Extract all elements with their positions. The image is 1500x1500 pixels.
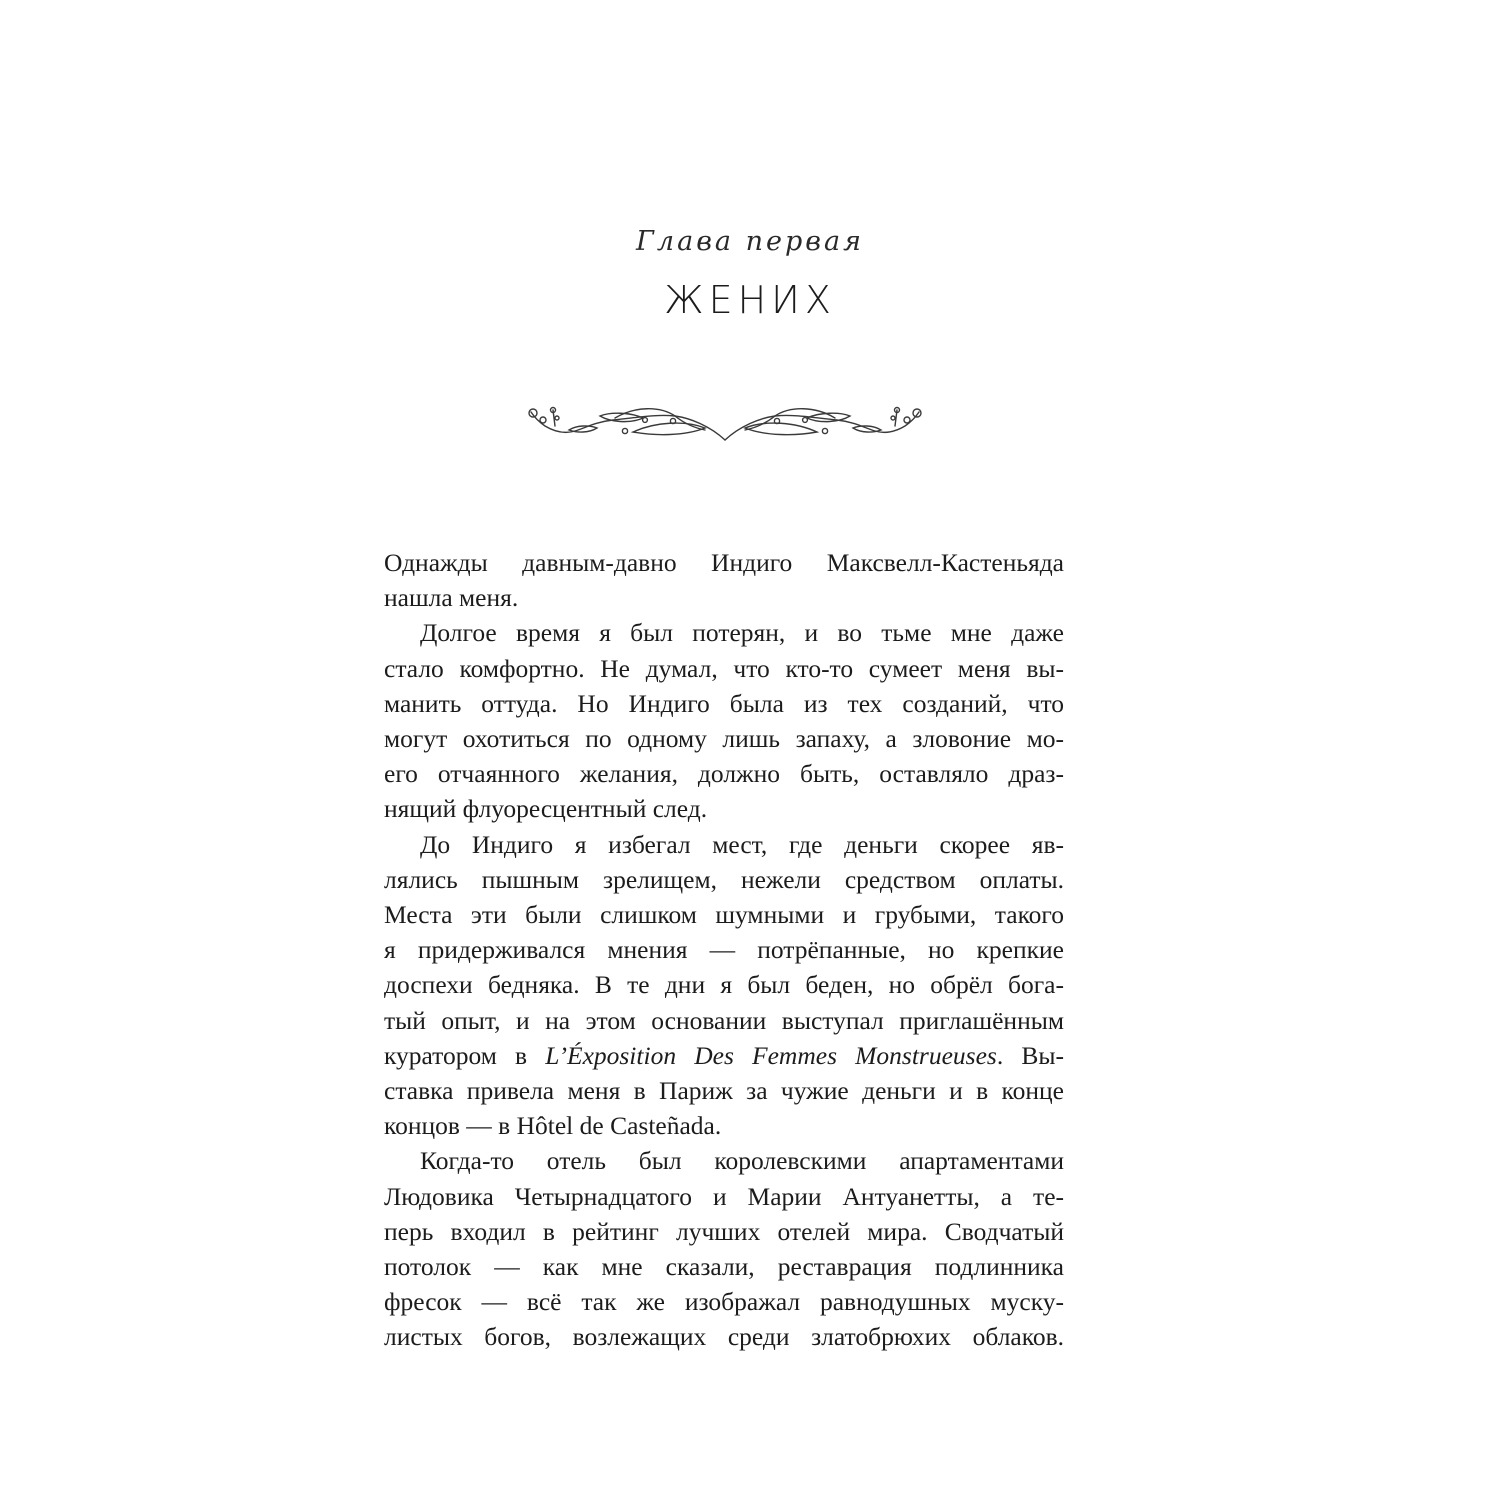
text-line: ставка привела меня в Париж за чужие деньги и в конце: [384, 1076, 1064, 1106]
text-line: Людовика Четырнадцатого и Марии Антуанетты, а те-: [384, 1181, 1064, 1211]
text-line: До Индиго я избегал мест, где деньги скорее яв-: [420, 829, 1064, 859]
paragraph-2: [384, 615, 1064, 826]
text-line: листых богов, возлежащих среди златобрюхих облаков.: [384, 1322, 1064, 1352]
text-line: Места эти были слишком шумными и грубыми, такого: [384, 900, 1064, 930]
text-line: могут охотиться по одному лишь запаху, а зловоние мо-: [384, 724, 1064, 754]
paragraph-4: [384, 1143, 1064, 1354]
floral-divider-icon: [525, 398, 925, 444]
text-line: стало комфортно. Не думал, что кто-то сумеет меня вы-: [384, 653, 1064, 683]
text-line: фресок — всё так же изображал равнодушных муску-: [384, 1287, 1064, 1317]
paragraph-3: [384, 827, 1064, 1144]
text-line: тый опыт, и на этом основании выступал приглашённым: [384, 1005, 1064, 1035]
text-line: концов — в Hôtel de Casteñada.: [384, 1111, 722, 1141]
text-line: Долгое время я был потерян, и во тьме мне даже: [420, 618, 1064, 648]
chapter-title: ЖЕНИХ: [664, 278, 836, 322]
text-line: я придерживался мнения — потрёпанные, но крепкие: [384, 935, 1064, 965]
text-line: перь входил в рейтинг лучших отелей мира. Сводчатый: [384, 1216, 1064, 1246]
text-line: нящий флуоресцентный след.: [384, 794, 708, 824]
paragraph-1: [384, 545, 1064, 615]
text-line: доспехи бедняка. В те дни я был беден, но обрёл бога-: [384, 970, 1064, 1000]
text-line: лялись пышным зрелищем, нежели средством оплаты.: [384, 864, 1064, 894]
chapter-label: Глава первая: [636, 226, 864, 257]
italic-title: L’Éxposition Des Femmes Monstrueuses: [545, 1040, 997, 1070]
text-run: . Вы-: [996, 1040, 1064, 1070]
text-line: нашла меня.: [384, 583, 519, 613]
text-line: Однажды давным-давно Индиго Максвелл-Кастеньяда: [384, 548, 1064, 577]
text-line: Когда-то отель был королевскими апартаментами: [420, 1146, 1064, 1176]
text-line: его отчаянного желания, должно быть, оставляло драз-: [384, 759, 1064, 789]
text-line-with-italic: [384, 1038, 1064, 1073]
text-line: манить оттуда. Но Индиго была из тех созданий, что: [384, 688, 1064, 718]
text-line: потолок — как мне сказали, реставрация подлинника: [384, 1252, 1064, 1282]
text-run: куратором в: [384, 1040, 546, 1070]
body-text: [384, 545, 1064, 1355]
